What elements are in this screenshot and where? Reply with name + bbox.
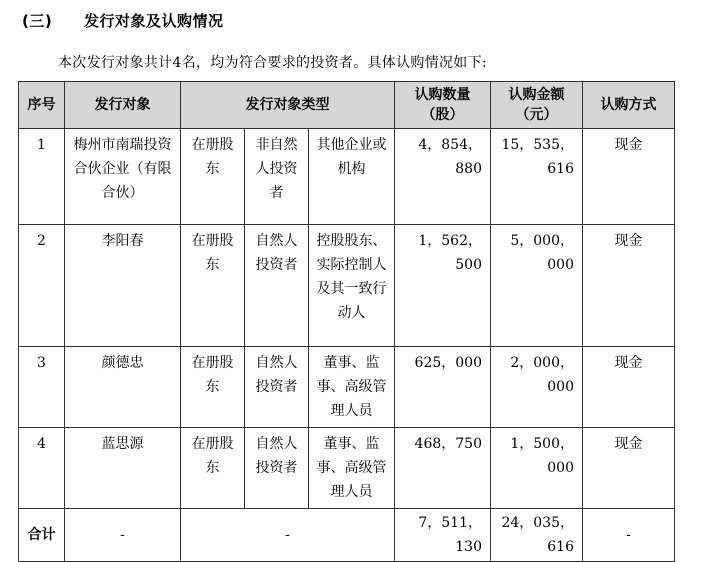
cell-type2: 非自然人投资者 <box>245 129 309 225</box>
cell-type1: 在册股东 <box>181 225 245 347</box>
cell-amount: 15，535，616 <box>491 129 583 225</box>
cell-investor: 梅州市南瑞投资合伙企业（有限合伙） <box>65 129 181 225</box>
cell-seq: 2 <box>19 225 65 347</box>
cell-quantity: 468，750 <box>395 428 491 509</box>
cell-quantity: 625，000 <box>395 347 491 428</box>
table-row <box>19 428 675 509</box>
cell-quantity: 4，854，880 <box>395 129 491 225</box>
cell-type3: 控股股东、实际控制人及其一致行动人 <box>309 225 395 347</box>
section-title: 发行对象及认购情况 <box>84 12 224 30</box>
cell-investor: 李阳春 <box>65 225 181 347</box>
cell-method: 现金 <box>583 428 675 509</box>
section-number: (三) <box>22 12 53 30</box>
header-type: 发行对象类型 <box>181 82 395 129</box>
intro-paragraph: 本次发行对象共计4名，均为符合要求的投资者。具体认购情况如下: <box>58 55 487 71</box>
cell-type3: 董事、监事、高级管理人员 <box>309 428 395 509</box>
header-investor: 发行对象 <box>65 82 181 129</box>
cell-type3: 其他企业或机构 <box>309 129 395 225</box>
cell-method: 现金 <box>583 225 675 347</box>
cell-seq: 1 <box>19 129 65 225</box>
total-label: 合计 <box>19 509 65 562</box>
total-type: - <box>181 509 395 562</box>
cell-seq: 4 <box>19 428 65 509</box>
cell-method: 现金 <box>583 347 675 428</box>
table-row <box>19 225 675 347</box>
cell-seq: 3 <box>19 347 65 428</box>
header-amount: 认购金额（元） <box>491 82 583 129</box>
table-total-row <box>19 509 675 562</box>
total-investor: - <box>65 509 181 562</box>
section-heading <box>22 10 224 31</box>
total-quantity: 7，511，130 <box>395 509 491 562</box>
cell-type1: 在册股东 <box>181 129 245 225</box>
cell-investor: 蓝思源 <box>65 428 181 509</box>
cell-amount: 1，500，000 <box>491 428 583 509</box>
cell-amount: 2，000，000 <box>491 347 583 428</box>
table-header-row <box>19 82 675 129</box>
header-quantity: 认购数量（股） <box>395 82 491 129</box>
cell-type1: 在册股东 <box>181 428 245 509</box>
cell-type3: 董事、监事、高级管理人员 <box>309 347 395 428</box>
cell-type2: 自然人投资者 <box>245 428 309 509</box>
cell-investor: 颜德忠 <box>65 347 181 428</box>
header-seq: 序号 <box>19 82 65 129</box>
cell-type2: 自然人投资者 <box>245 225 309 347</box>
cell-quantity: 1，562，500 <box>395 225 491 347</box>
table-row <box>19 347 675 428</box>
cell-type1: 在册股东 <box>181 347 245 428</box>
header-method: 认购方式 <box>583 82 675 129</box>
total-amount: 24，035，616 <box>491 509 583 562</box>
cell-amount: 5，000，000 <box>491 225 583 347</box>
cell-type2: 自然人投资者 <box>245 347 309 428</box>
cell-method: 现金 <box>583 129 675 225</box>
total-method: - <box>583 509 675 562</box>
subscription-table <box>18 81 675 562</box>
table-row <box>19 129 675 225</box>
